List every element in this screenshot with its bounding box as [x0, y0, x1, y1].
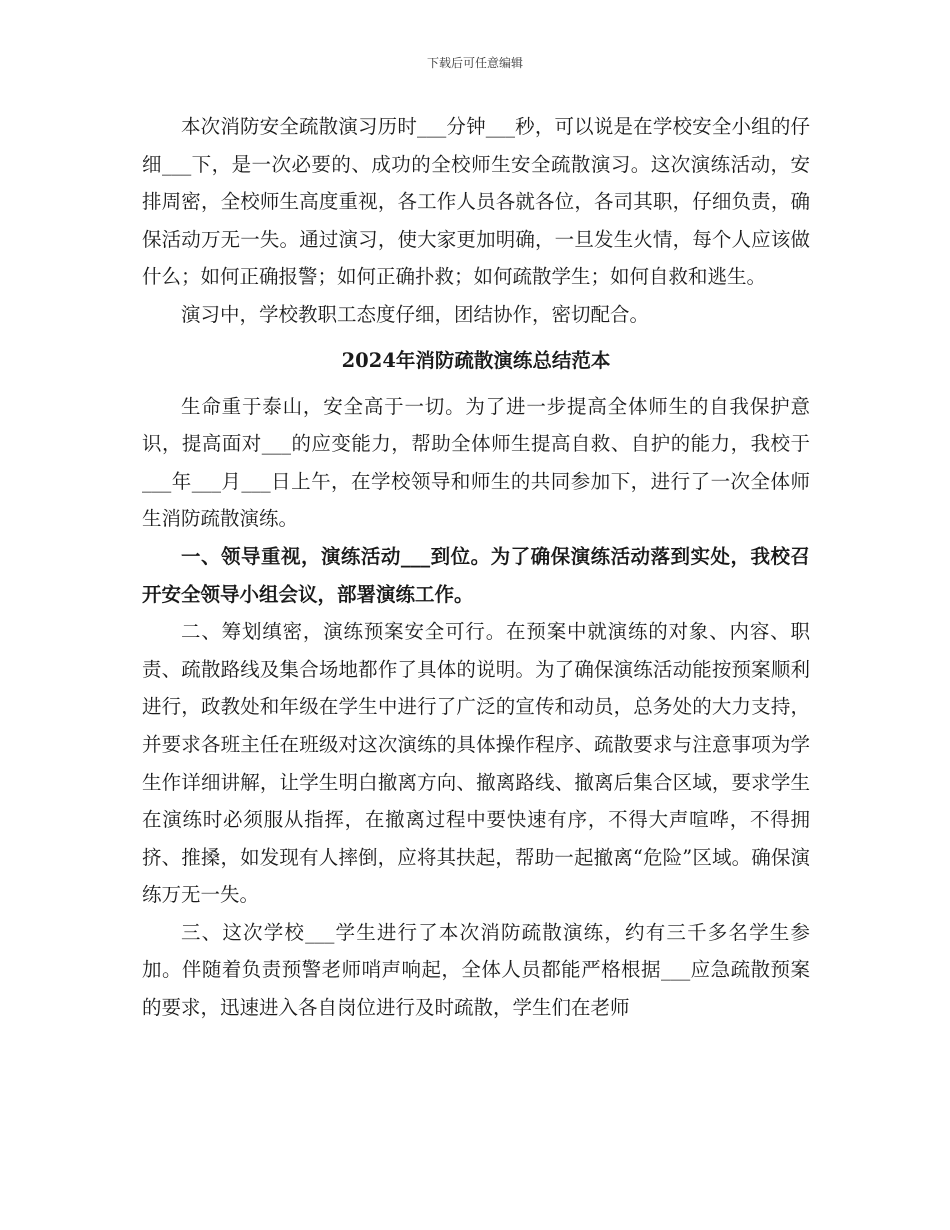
paragraph-point-3: 三、这次学校___学生进行了本次消防疏散演练，约有三千多名学生参加。伴随着负责预警老师哨声响起，全体人员都能严格根据___应急疏散预案的要求，迅速进入各自岗位进行及时疏散，学生们在老师 — [142, 920, 810, 1020]
paragraph-point-2: 二、筹划缜密，演练预案安全可行。在预案中就演练的对象、内容、职责、疏散路线及集合场地都作了具体的说明。为了确保演练活动能按预案顺利进行，政教处和年级在学生中进行了广泛的宣传和动员，总务处的大力支持，并要求各班主任在班级对这次演练的具体操作程序、疏散要求与注意事项为学生作详细讲解，让学生明白撤离方向、撤离路线、撤离后集合区域，要求学生在演练时必须服从指挥，在撤离过程中要快速有序，不得大声喧哗，不得拥挤、推搡，如发现有人摔倒，应将其扶起，帮助一起撤离“危险”区域。确保演练万无一失。 — [142, 620, 810, 907]
document-body — [142, 108, 810, 1027]
section-title: 2024年消防疏散演练总结范本 — [341, 348, 611, 372]
paragraph-intro: 生命重于泰山，安全高于一切。为了进一步提高全体师生的自我保护意识，提高面对___的应变能力，帮助全体师生提高自救、自护的能力，我校于___年___月___日上午，在学校领导和师生的共同参加下，进行了一次全体师生消防疏散演练。 — [142, 394, 810, 531]
paragraph-drill-summary: 本次消防安全疏散演习历时___分钟___秒，可以说是在学校安全小组的仔细___下，是一次必要的、成功的全校师生安全疏散演习。这次演练活动，安排周密，全校师生高度重视，各工作人员各就各位，各司其职，仔细负责，确保活动万无一失。通过演习，使大家更加明确，一旦发生火情，每个人应该做什么；如何正确报警；如何正确扑救；如何疏散学生；如何自救和逃生。 — [142, 115, 810, 289]
paragraph-point-1: 一、领导重视，演练活动___到位。为了确保演练活动落到实处，我校召开安全领导小组会议，部署演练工作。 — [142, 544, 810, 606]
page-header: 下载后可任意编辑 — [426, 56, 523, 70]
paragraph-staff-attitude: 演习中，学校教职工态度仔细，团结协作，密切配合。 — [181, 302, 650, 326]
